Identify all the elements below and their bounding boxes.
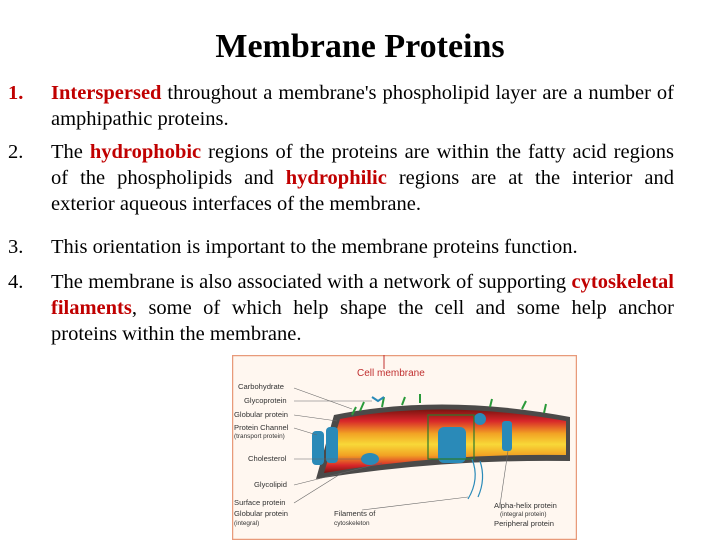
protein-channel-shape bbox=[326, 427, 338, 463]
label-transport-protein: (transport protein) bbox=[234, 433, 285, 440]
protein-channel-shape bbox=[312, 431, 324, 465]
item-number: 3. bbox=[8, 236, 24, 258]
item-text-part: regions of the proteins are within the fatty acid regions of the phospholipids and bbox=[51, 141, 674, 189]
cholesterol-shape bbox=[361, 453, 379, 465]
label-protein-channel: Protein Channel bbox=[234, 423, 289, 432]
label-globular-protein-2: Globular protein bbox=[234, 509, 289, 518]
label-surface-protein: Surface protein bbox=[234, 498, 286, 507]
item-text-part: regions are at the interior and exterior aqueous interfaces of the membrane. bbox=[51, 167, 674, 215]
label-integral: (integral) bbox=[234, 520, 260, 527]
label-peripheral-protein: Peripheral protein bbox=[494, 519, 554, 528]
item-number: 1. bbox=[8, 82, 24, 104]
label-carbohydrate: Carbohydrate bbox=[238, 382, 285, 391]
highlight-term: hydrophobic bbox=[89, 141, 202, 163]
item-number: 4. bbox=[8, 271, 24, 293]
integral-protein-shape bbox=[502, 421, 512, 451]
label-alpha-helix: Alpha-helix protein bbox=[494, 501, 557, 510]
item-text-part: throughout a membrane's phospholipid layer are a number of amphipathic proteins. bbox=[51, 82, 674, 130]
label-glycolipid: Glycolipid bbox=[254, 480, 287, 489]
item-text-part: The bbox=[51, 141, 90, 163]
item-text bbox=[51, 80, 674, 132]
peripheral-protein-shape bbox=[474, 413, 486, 425]
figure-header: Cell membrane bbox=[357, 368, 425, 379]
cell-membrane-diagram bbox=[232, 355, 577, 540]
label-filaments-of: Filaments of bbox=[334, 509, 376, 518]
label-glycoprotein: Glycoprotein bbox=[244, 396, 287, 405]
item-text bbox=[51, 139, 674, 217]
item-number: 2. bbox=[8, 141, 24, 163]
item-text-part: , some of which help shape the cell and some help anchor proteins within the membrane. bbox=[51, 297, 674, 345]
label-cholesterol: Cholesterol bbox=[248, 454, 287, 463]
label-globular-protein: Globular protein bbox=[234, 410, 289, 419]
highlight-term: Interspersed bbox=[51, 82, 162, 104]
label-integral-protein: (integral protein) bbox=[500, 511, 547, 518]
label-cytoskeleton: cytoskeleton bbox=[334, 520, 370, 527]
alpha-helix-protein-shape bbox=[438, 427, 466, 463]
highlight-term: cytoskeletal filaments bbox=[51, 271, 674, 319]
highlight-term: hydrophilic bbox=[285, 167, 387, 189]
item-text-part: The membrane is also associated with a network of supporting bbox=[51, 271, 572, 293]
item-text: This orientation is important to the membrane proteins function. bbox=[51, 236, 578, 258]
item-text bbox=[51, 269, 674, 347]
slide-title: Membrane Proteins bbox=[215, 28, 505, 65]
